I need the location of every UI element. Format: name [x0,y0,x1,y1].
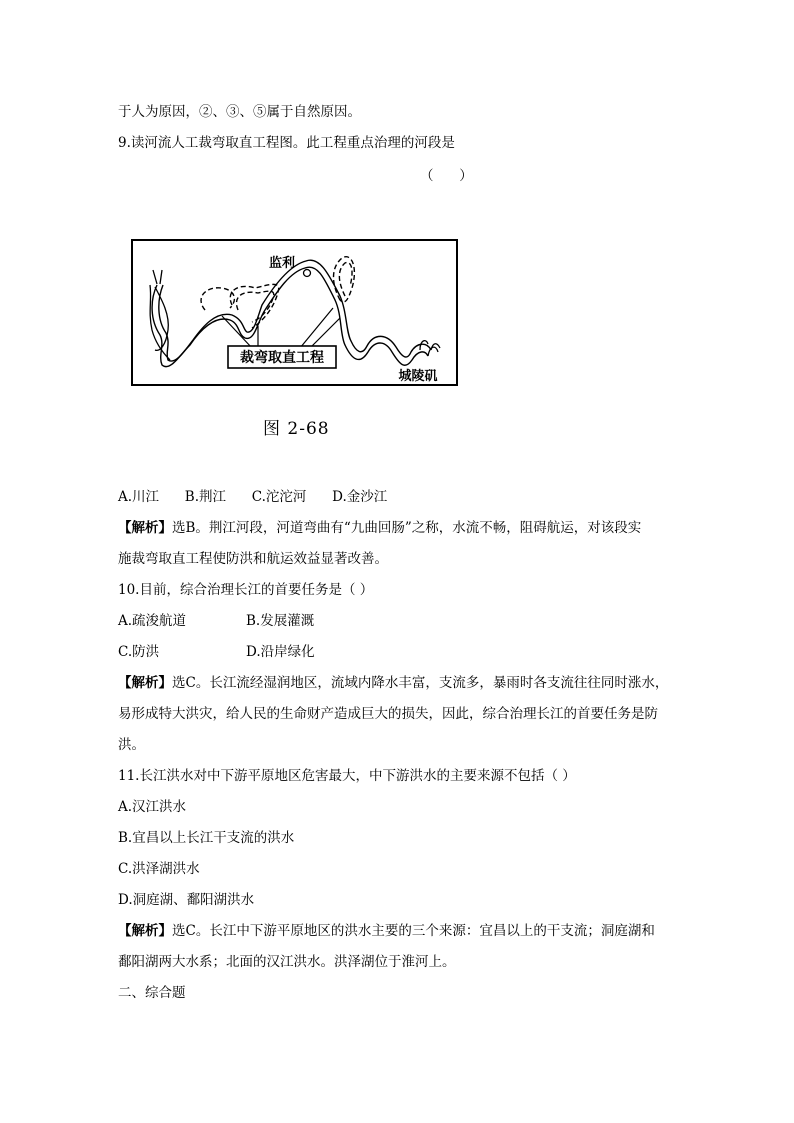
q11-option-d: D.洞庭湖、鄱阳湖洪水 [118,892,255,908]
section-heading: 二、综合题 [118,985,186,1001]
analysis-9-line-2: 施裁弯取直工程使防洪和航运效益显著改善。 [118,551,388,567]
analysis-text: 选C。长江中下游平原地区的洪水主要的三个来源：宜昌以上的干支流；洞庭湖和 [172,923,655,939]
analysis-9-line-1 [118,518,641,538]
old-meander-1 [201,288,234,310]
question-10: 10.目前，综合治理长江的首要任务是（ ） [118,582,374,598]
analysis-11-line-1 [118,921,655,941]
figure-caption: 图 2-68 [263,419,330,439]
jianli-marker [304,270,311,277]
analysis-tag: 【解析】 [118,923,172,939]
q10-option-a: A.疏浚航道 [118,613,187,629]
answer-parenthesis: （ ） [420,168,473,184]
analysis-10-line-1 [118,673,668,693]
q11-option-b: B.宜昌以上长江干支流的洪水 [118,830,295,846]
project-label: 裁弯取直工程 [240,350,324,366]
analysis-tag: 【解析】 [118,520,172,536]
question-9: 9.读河流人工裁弯取直工程图。此工程重点治理的河段是 [118,135,455,151]
analysis-text: 选B。荆江河段，河道弯曲有“九曲回肠”之称，水流不畅，阻碍航运，对该段实 [172,520,642,536]
analysis-10-line-2: 易形成特大洪灾，给人民的生命财产造成巨大的损失，因此，综合治理长江的首要任务是防 [118,706,658,722]
question-9-options: A.川江 B.荆江 C.沱沱河 D.金沙江 [118,489,388,505]
analysis-11-line-2: 鄱阳湖两大水系；北面的汉江洪水。洪泽湖位于淮河上。 [118,954,456,970]
q11-option-c: C.洪泽湖洪水 [118,861,200,877]
q11-option-a: A.汉江洪水 [118,799,187,815]
q10-option-b: B.发展灌溉 [246,613,315,629]
analysis-10-line-3: 洪。 [118,737,145,753]
chenglingji-label: 城陵矶 [398,369,438,384]
analysis-text: 选C。长江流经湿润地区，流域内降水丰富，支流多，暴雨时各支流往往同时涨水， [172,675,669,691]
analysis-tag: 【解析】 [118,675,172,691]
old-meander-3b [339,263,352,296]
jianli-label: 监利 [268,256,296,271]
q10-option-c: C.防洪 [118,644,160,660]
text-line-1: 于人为原因，②、③、⑤属于自然原因。 [118,104,361,120]
q10-option-d: D.沿岸绿化 [246,644,315,660]
question-11: 11.长江洪水对中下游平原地区危害最大，中下游洪水的主要来源不包括（ ） [118,768,576,784]
